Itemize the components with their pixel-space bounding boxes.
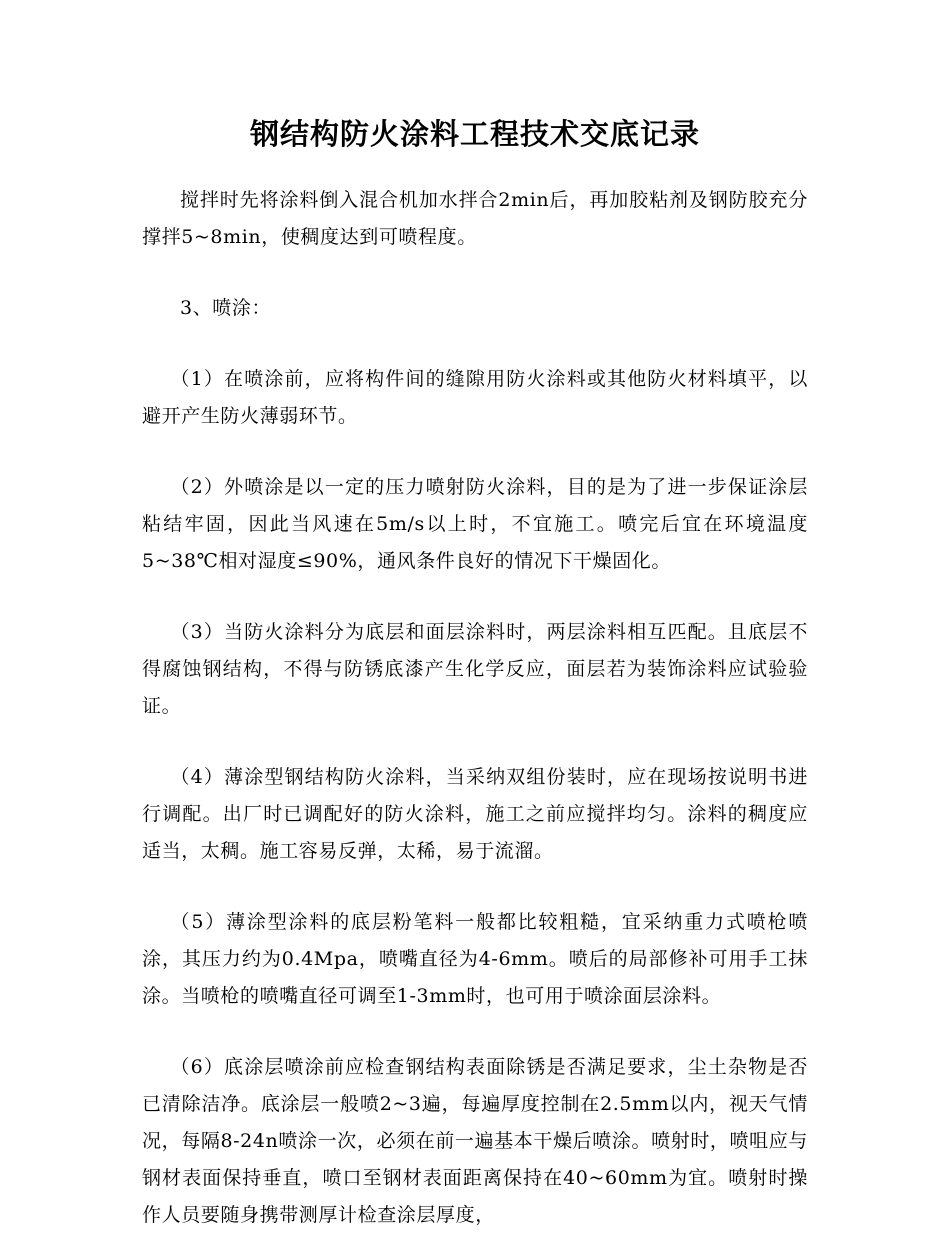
paragraph-item-4: （4）薄涂型钢结构防火涂料，当采纳双组份装时，应在现场按说明书进行调配。出厂时已调配好的防火涂料，施工之前应搅拌均匀。涂料的稠度应适当，太稠。施工容易反弹，太稀，易于流溜。	[142, 766, 808, 862]
document-title: 钢结构防火涂料工程技术交底记录	[249, 117, 700, 151]
paragraph-item-2: （2）外喷涂是以一定的压力喷射防火涂料，目的是为了进一步保证涂层粘结牢固，因此当风速在5m/s以上时，不宜施工。喷完后宜在环境温度5~38℃相对湿度≤90%，通风条件良好的情况下干燥固化。	[142, 476, 808, 572]
paragraph-item-6: （6）底涂层喷涂前应检查钢结构表面除锈是否满足要求，尘土杂物是否已清除洁净。底涂层一般喷2~3遍，每遍厚度控制在2.5mm以内，视天气情况，每隔8-24n喷涂一次，必须在前一遍基本干燥后喷涂。喷射时，喷咀应与钢材表面保持垂直，喷口至钢材表面距离保持在40~60mm为宜。喷射时操作人员要随身携带测厚计检查涂层厚度，	[142, 1056, 808, 1226]
section-heading-spraying: 3、喷涂：	[180, 297, 272, 319]
paragraph-item-3: （3）当防火涂料分为底层和面层涂料时，两层涂料相互匹配。且底层不得腐蚀钢结构，不得与防锈底漆产生化学反应，面层若为装饰涂料应试验验证。	[142, 621, 808, 717]
paragraph-mixing: 搅拌时先将涂料倒入混合机加水拌合2min后，再加胶粘剂及钢防胶充分撑拌5~8min，使稠度达到可喷程度。	[142, 189, 808, 248]
paragraph-item-1: （1）在喷涂前，应将构件间的缝隙用防火涂料或其他防火材料填平，以避开产生防火薄弱环节。	[142, 368, 808, 427]
paragraph-item-5: （5）薄涂型涂料的底层粉笔料一般都比较粗糙，宜采纳重力式喷枪喷涂，其压力约为0.4Mpa，喷嘴直径为4-6mm。喷后的局部修补可用手工抹涂。当喷枪的喷嘴直径可调至1-3mm时，也可用于喷涂面层涂料。	[142, 911, 808, 1007]
